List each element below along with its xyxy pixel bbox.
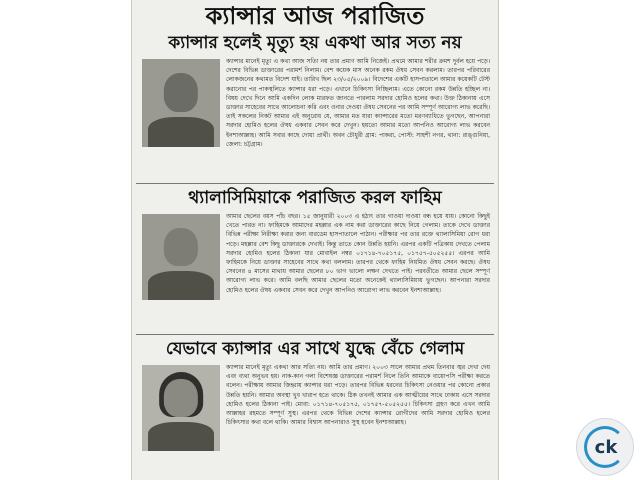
logo-mark: ck (594, 437, 618, 458)
section-3-title: যেভাবে ক্যান্সার এর সাথে যুদ্ধে বেঁচে গেলাম (165, 339, 465, 359)
divider (136, 183, 494, 184)
story-1 (136, 57, 494, 181)
photo-man (142, 59, 220, 147)
photo-girl (142, 365, 220, 451)
story-3-text: ক্যান্সার মানেই মৃত্যু একথা আর সত্যি নয়। আমি তার প্রমাণ। ২০০৩ সালে আমার প্রথম তিনবার জ্বর দেখা দেয় এবং ব্যথা অনুভব হয়। নাক-কান গলা বিশেষজ্ঞ ডাক্তারের পরামর্শ নিলে তিনি আমাকে বায়োপসি পরীক্ষা করতে বলেন। পরীক্ষায় আমার জিহ্বায় ক্যান্সার ধরা পড়ে। তারপর বিভিন্ন ধরনের চিকিৎসা নেওয়ার পর কোনো প্রকার উন্নতি হয়নি। আমার অবস্থা খুব খারাপ হতে থাকে। ঠিক তখনই আমার এক আত্মীয়ের সাথে ঢাকায় এসে সরদার হোমিও হলের ঠিকানা পাই। মোবা: ০১৭১৪-৭০৫১৭৫, ০১৭৫৭-৫০৫২৫৫। চিকিৎসা গ্রহণ করে এখন আমি আল্লাহর রহমতে সম্পূর্ণ সুস্থ। এরপর থেকে বিভিন্ন দেশের ক্যান্সার রোগীদের আমি সরদার হোমিও হলের চিকিৎসার কথা বলে থাকি। আমার বিশ্বাস আপনারাও সুস্থ হবেন ইনশাআল্লাহ। (226, 364, 490, 427)
story-3 (136, 363, 494, 467)
site-logo (576, 418, 634, 476)
story-2-text: আমার ছেলের বয়স পাঁচ বছর। ১৫ জানুয়ারী ২০০৩ এ হঠাৎ তার গাওয়া দাওয়া বন্ধ হয়ে যায়। কোনো কিছুই খেতে পারত না। ফাহিমকে আমাদের মহল্লার এক নাম করা ডাক্তারের কাছে নিয়ে গেলাম। তাকে দেখে ডাক্তার বিভিন্ন পরীক্ষা নিরীক্ষা করার জন্য বারডেম হাসপাতালে পাঠান। পরীক্ষার পর তার রক্তে থ্যালাসিমিয়া রোগ ধরা পড়ে। মহল্লার বেশ কিছু ডাক্তারকে দেখাই। কিন্তু তাতে কোন উন্নতি হয়নি। এরপর একটি পত্রিকায় দেখতে পেলাম সরদার হোমিও হলের ঠিকানা যার মোবাইল নম্বর ০১৭১৪-৭০৫১৭৫, ০১৭৫৭-৫০৫২৫৫। এরপর আমি ফাহিমকে নিয়ে ডাক্তার সাহেবের সাথে কথা বললাম। তারপর থেকে ফাহিম নিয়মিত ঔষধ সেবন করছে। ঔষধ সেবনের ৪ মাসের মাথায় আমার ছেলের ৮০ ভাগ ভালো লক্ষণ দেখতে পাই। পরবর্তীতে আমার ছেলে সম্পূর্ণ আরোগ্য লাভ করে। আমি বলছি আমার ছেলের মতো অনেকেই থ্যালাসিমিয়ায় ভুগছেন। আপনারা সরদার হোমিও হলের ঔষধ একবার সেবন করে দেখুন আপনিও আরোগ্য লাভ করবেন ইনশাআল্লাহ। (226, 213, 490, 294)
newspaper-clipping (131, 0, 499, 480)
portrait-face (164, 73, 198, 112)
portrait-face (164, 379, 198, 417)
portrait-shoulders (148, 271, 214, 300)
subheadline: ক্যান্সার হলেই মৃত্যু হয় একথা আর সত্য নয় (168, 33, 462, 53)
story-1-text: ক্যান্সার মানেই মৃত্যু এ কথা আজ সত্যি নয় তার প্রমাণ আমি নিজেই। প্রথমে আমার শরীর ক্রমশ দুর্বল হয়ে পড়ে। দেশের বিভিন্ন ডাক্তারের পরামর্শ নিলাম। বেশ কয়েক মাস অনেক রকম ঔষধ সেবন করলাম। তারপর পরিবারের লোকজনের কথামত বিদেশ যাই। তারিখ ছিল ২৩/০৫/২০০৯। বিদেশের একটি হাসপাতালে আমার কয়েকটি টেস্ট করানোর পর পাকস্থলিতে ক্যান্সার ধরা পড়ে। এখানে চিকিৎসা নিচ্ছিলাম। এতে কোনো রকম উন্নতি হচ্ছিল না। বিষয় দেখে দিনে আমি একদিন লোক মারফত জানতে পারলাম সরদার হোমিও হলের কথা। উক্ত ঠিকানায় এসে ডাক্তার সাহেবের সাথে আলোচনা করি এবং ওনার দেওয়া ঔষধ সেবনের পর আমি সম্পূর্ণ আরোগ্য লাভ করেছি। তাই সকলের নিকট আমার এই অনুরোধ যে, আমার মত যারা ক্যান্সারের মতো মরণব্যাধিতে ভুগছেন, আপনারা সরদার হোমিও হলের ঔষধ একবার সেবন করে দেখুন। হয়তো আমার মতো আপনিও আরোগ্য লাভ করবেন ইনশাআল্লাহ। আমি সবার কাছে দোয়া প্রার্থী। অবন চৌধুরী গ্রাম: পাকরা, পোস্ট: সাহশী নগর, থানা: রাঙ্গুনিয়া, জেলা: চট্টগ্রাম। (226, 58, 490, 148)
photo-boy (142, 214, 220, 300)
portrait-shoulders (148, 422, 214, 451)
divider (136, 334, 494, 335)
headline: ক্যান্সার আজ পরাজিত (205, 2, 425, 30)
portrait-shoulders (148, 117, 214, 147)
portrait-face (164, 228, 198, 266)
story-2 (136, 212, 494, 332)
section-2-title: থ্যালাসিমিয়াকে পরাজিত করল ফাহিম (188, 188, 442, 208)
